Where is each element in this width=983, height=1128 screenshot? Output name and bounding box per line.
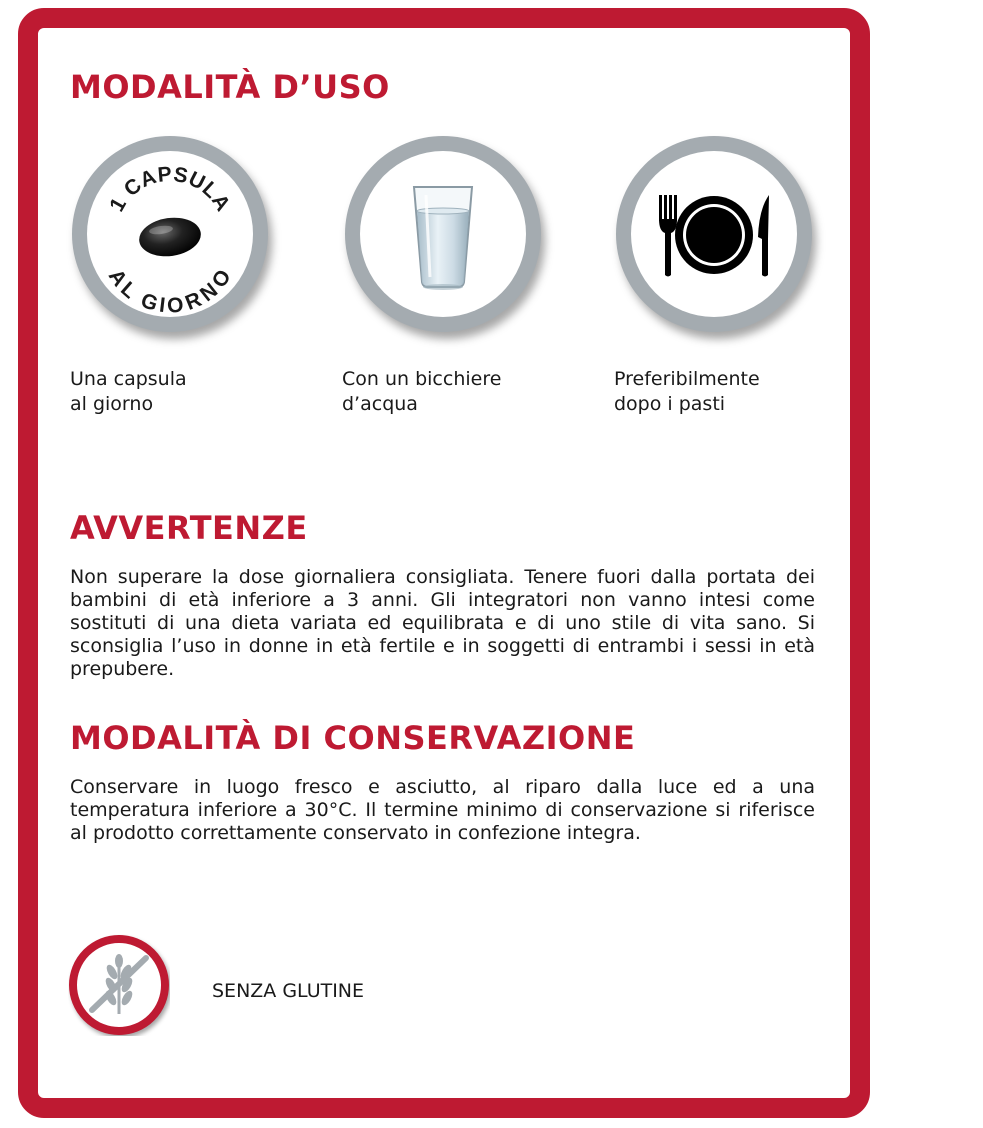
- warnings-text: Non superare la dose giornaliera consigliata. Tenere fuori dalla portata dei bambini di età inferiore a 3 anni. Gli integratori non vanno intesi come sostituti di una dieta variata ed equilibrata e di uno stile di vita sano. Si sconsiglia l’uso in donne in età fertile e in soggetti di entrambi i sessi in età prepubere.: [70, 566, 815, 680]
- gluten-free-label: SENZA GLUTINE: [212, 980, 365, 1002]
- svg-text:AL GIORNO: AL GIORNO: [103, 265, 237, 317]
- water-glass-icon: [360, 151, 526, 317]
- storage-text: Conservare in luogo fresco e asciutto, al riparo dalla luce ed a una temperatura inferiore a 30°C. Il termine minimo di conservazione si riferisce al prodotto correttamente conservato in confezione integra.: [70, 776, 815, 844]
- capsule-badge: [72, 136, 268, 332]
- caption-meal: Preferibilmente dopo i pasti: [614, 368, 760, 415]
- svg-text:1 CAPSULA: 1 CAPSULA: [105, 162, 235, 216]
- gluten-free-icon: [68, 934, 170, 1036]
- plate-cutlery-badge: [616, 136, 812, 332]
- plate-cutlery-icon: [631, 151, 797, 317]
- water-glass-badge: [345, 136, 541, 332]
- caption-water: Con un bicchiere d’acqua: [342, 368, 502, 415]
- capsule-icon: [87, 151, 253, 317]
- warnings-title: AVVERTENZE: [70, 509, 308, 547]
- usage-title: MODALITÀ D’USO: [70, 68, 390, 106]
- gluten-free-badge: [68, 934, 170, 1036]
- storage-title: MODALITÀ DI CONSERVAZIONE: [70, 719, 636, 757]
- caption-capsule: Una capsula al giorno: [70, 368, 187, 415]
